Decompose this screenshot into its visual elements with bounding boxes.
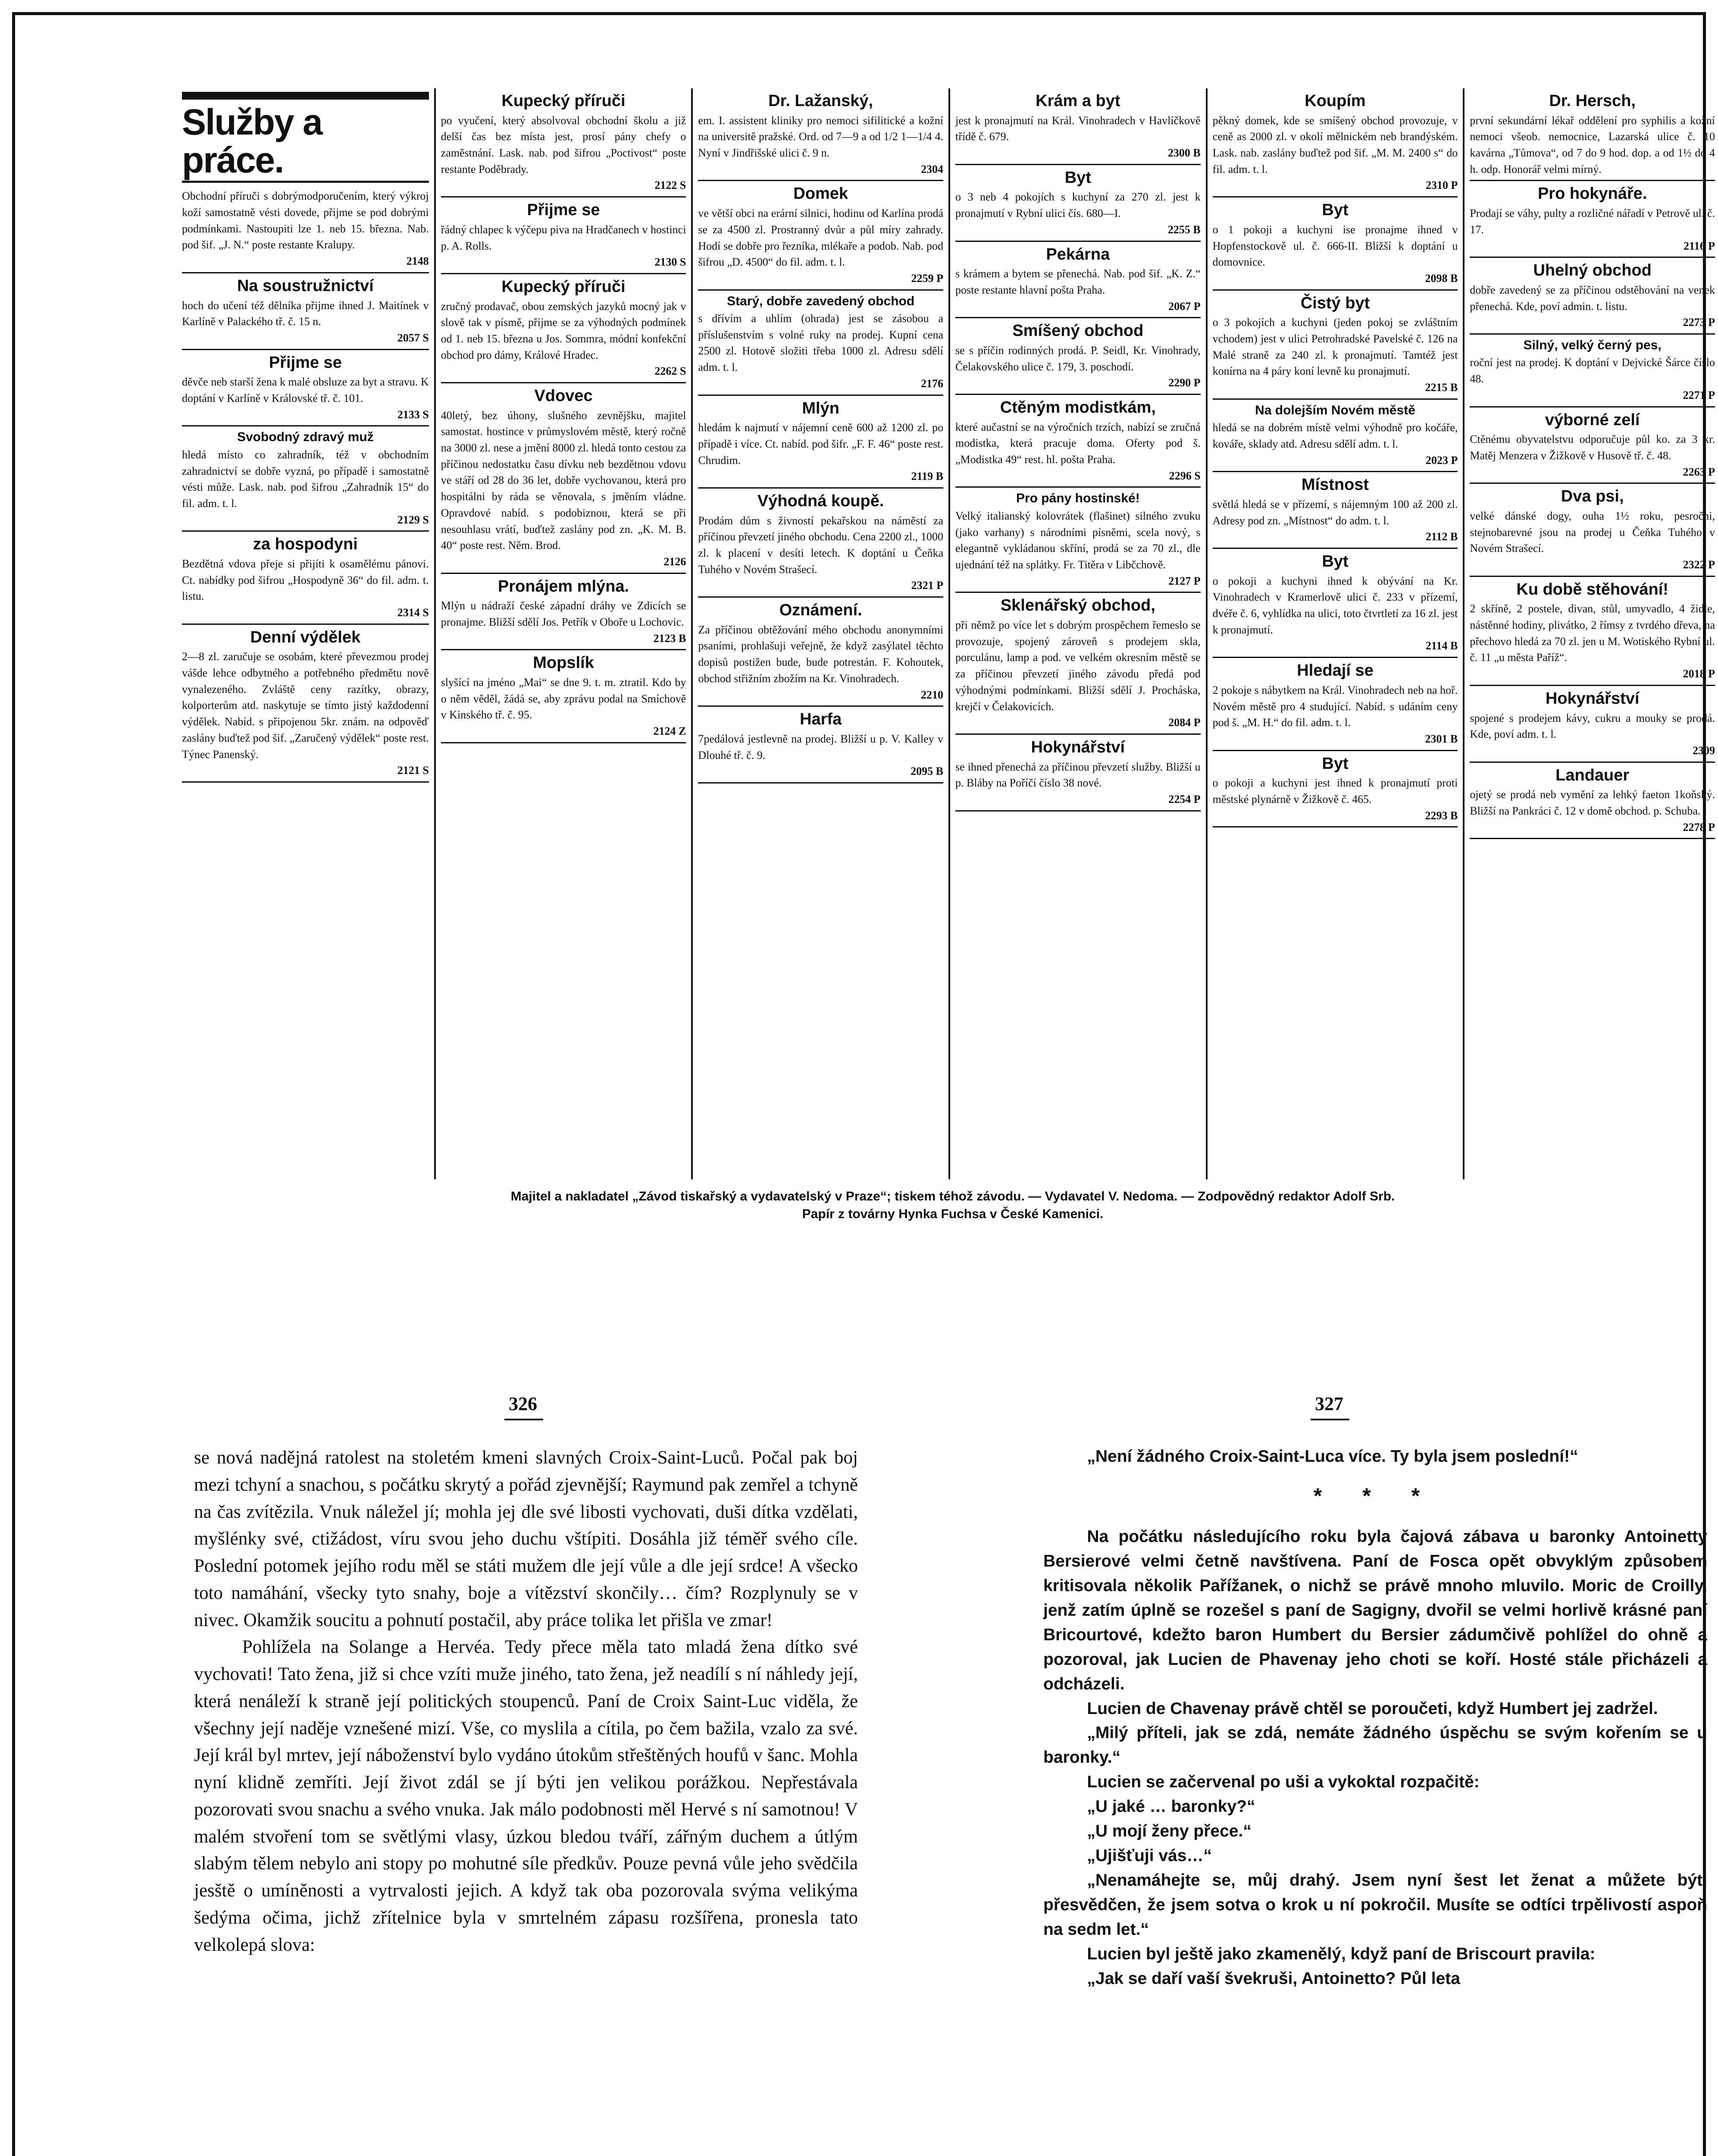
ad-title: Přijme se (269, 353, 342, 372)
ad-item (1213, 88, 1458, 197)
ad-code: 2123 B (653, 632, 686, 645)
ad-code: 2255 B (1167, 223, 1201, 236)
ad-title: Kupecký příruči (501, 92, 626, 110)
ad-body: o pokoji a kuchyni ihned k obývání na Kr. Vinohradech v Kramerlově ulici č. 233 v přízemí, dvéře č. 6, vyhlídka na ulici, toto čtvrtletí za 16 zl. jest k pronajmutí. (1212, 574, 1458, 636)
ad-code: 2304 (921, 163, 943, 175)
ad-code: 2296 S (1169, 469, 1201, 482)
ad-title: Na dolejším Novém městě (1255, 403, 1415, 417)
ad-item (441, 88, 686, 197)
ad-code: 2116 P (1684, 239, 1715, 252)
ad-item (698, 88, 943, 181)
ad-code: 2314 S (397, 606, 429, 619)
ad-code: 2309 (1693, 744, 1715, 757)
ad-title: Domek (793, 185, 848, 203)
ad-code: 2084 P (1168, 716, 1201, 729)
ad-title: Dva psi, (1561, 487, 1624, 506)
ad-code: 2259 P (911, 272, 943, 285)
paragraph: „U jaké … baronky?“ (1087, 1797, 1255, 1816)
ad-item (1213, 549, 1458, 658)
ads-column-6 (1463, 88, 1718, 1179)
paragraph: „Jak se daří vaší švekruši, Antoinetto? Půl leta (1087, 1969, 1460, 1988)
ads-column-3 (691, 88, 948, 1179)
ad-item (441, 197, 686, 274)
ad-title: Smíšený obchod (1012, 322, 1144, 340)
ad-code: 2215 B (1425, 381, 1458, 394)
ad-body: první sekundární lékař oddělení pro syphilis a kožní nemoci všeob. nemocnice, Lazarská ulice č. 10 kavárna „Tůmova“, od 7 do 9 hod. dop. a od 1½ do 4 h. odp. Honorář velmi mírný. (1470, 114, 1715, 175)
ad-item (955, 735, 1201, 812)
ad-code: 2114 B (1425, 639, 1458, 652)
ad-item (698, 396, 943, 489)
ad-body: Mlýn u nádraží české západní dráhy ve Zdicích se pronajme. Bližší sdělí Jos. Petřík v Oboře u Lochovic. (441, 599, 686, 628)
ad-title: Čistý byt (1300, 294, 1370, 312)
ad-item (698, 291, 943, 396)
ad-body: hledá se na dobrém místě velmi výhodně pro kočáře, kováře, sklady atd. Adresu sdělí adm. t. l. (1212, 421, 1458, 450)
ad-body: zručný prodavač, obou zemských jazyků mocný jak v slově tak v písmě, přijme se za výhodných podmínek od 1. neb 15. března u Jos. Sommra, módní konfekční obchod pro dámy, Králové Hradec. (441, 300, 686, 361)
ad-item (1213, 400, 1458, 473)
ad-body: Bezdětná vdova přeje si přijíti k osamělému pánovi. Ct. nabídky pod šifrou „Hospodyně 36“ do fil. adm. t. listu. (182, 557, 429, 603)
ad-code: 2124 Z (653, 725, 686, 738)
ads-list (1470, 88, 1715, 839)
paragraph: „Nenamáhejte se, můj drahý. Jsem nyní šest let ženat a můžete býti přesvědčen, že jsem sotva o krok u ní pokročil. Musíte se odtíci trpělivostí aspoň na sedm let.“ (1043, 1871, 1707, 1939)
ad-body: Ctěnému obyvatelstvu odporučuje půl ko. za 3 kr. Matěj Menzera v Žižkově v Husově tř. č. 48. (1470, 433, 1715, 462)
ad-code: 2057 S (397, 331, 429, 344)
ad-item (182, 350, 429, 427)
ad-code: 2254 P (1168, 793, 1201, 805)
ad-code: 2321 P (911, 579, 943, 592)
page-number-left: 326 (509, 1393, 537, 1414)
ad-item (1470, 88, 1715, 181)
ad-title: Byt (1322, 552, 1349, 570)
ad-title: Svobodný zdravý muž (237, 430, 374, 445)
ad-item (955, 395, 1201, 488)
ad-item (955, 593, 1201, 735)
ad-body: o 3 neb 4 pokojích s kuchyní za 270 zl. jest k pronajmutí v Rybní ulici čís. 680—I. (955, 191, 1201, 220)
ad-title: Ctěným modistkám, (1000, 398, 1156, 417)
ad-title: Hokynářství (1545, 689, 1640, 708)
imprint (185, 1188, 1718, 1223)
ad-body: se s příčin rodinných prodá. P. Seidl, Kr. Vinohrady, Čelakovského ulice č. 179, 3. poschodí. (955, 344, 1201, 373)
ad-item (1213, 197, 1458, 290)
paragraph: se nová nadějná ratolest na stoletém kmeni slavných Croix-Saint-Luců. Počal pak boj mezi tchyní a snachou, s počátku skrytý a pořád zjevnější; Raymund pak zemřel a tchyně na čas zvítězila. Vnuk náležel jí; mohla jej dle své libosti vychovati, duši dítka vzdělati, myšlénky své, ctižádost, víru svou jeho duchu vštípiti. Dosáhla již téměř svého cíle. Poslední potomek jejího rodu měl se státi mužem dle její vůle a dle její srdce! A všecko toto namáhání, všecky tyto snahy, boje a vítězství skončily… čím? Rozplynuly se v nivec. Okamžik soucitu a pohnutí postačil, aby práce tolika let přišla ve zmar! (194, 1448, 858, 1630)
ad-code: 2119 B (911, 470, 943, 483)
ad-body: 2—8 zl. zaručuje se osobám, které převezmou prodej vášde lehce odbytného a potřebného předmětu nově vynalezeného. Zvláště ceny razítky, obrazy, kolporterům atd. naskytuje se tímto jistý každodenní výdělek. Nabíd. s připojenou 5kr. znám. na odpověď zaslány buďtež pod šif. „Zaručený výdělek“ poste rest. Týnec Panenský. (182, 650, 429, 761)
ad-item (955, 88, 1201, 165)
imprint-line-1: Majitel a nakladatel „Závod tiskařský a vydavatelský v Praze“; tiskem téhož závodu. — Vydavatel V. Nedoma. — Zodpovědný redaktor Adolf Srb. (510, 1189, 1395, 1203)
ad-body: 2 skříně, 2 postele, divan, stůl, umyvadlo, 4 židle, nástěnné hodiny, plivátko, 2 římsy z tvrdého dřeva, na přechovo hledá za 70 zl. jen u M. Wotiského Rybní ul. č. 11 „u města Paříž“. (1470, 602, 1715, 664)
ad-body: hoch do učení též dělníka přijme ihned J. Maitínek v Karlíně v Palackého tř. č. 15 n. (182, 299, 429, 328)
ad-code: 2018 P (1683, 667, 1715, 680)
paragraph: Lucien de Chavenay právě chtěl se poroučeti, když Humbert jej zadržel. (1087, 1699, 1658, 1718)
imprint-line-2: Papír z továrny Hynka Fuchsa v České Kamenici. (802, 1206, 1104, 1221)
paragraph: Lucien se začervenal po uši a vykoktal rozpačitě: (1087, 1773, 1480, 1792)
section-title: Služby a práce. (182, 102, 322, 181)
ad-body: řádný chlapec k výčepu piva na Hradčanech v hostinci p. A. Rolls. (441, 223, 686, 252)
ad-code: 2176 (921, 377, 943, 390)
ad-body: 2 pokoje s nábytkem na Král. Vinohradech neb na hoř. Novém městě pro 4 studující. Nabíd. s udáním ceny pod š. „M. H.“ do fil. adm. t. l. (1212, 683, 1458, 729)
ad-code: 2148 (406, 255, 429, 268)
ad-title: Hledají se (1297, 661, 1374, 680)
ad-code: 2023 P (1425, 454, 1458, 467)
ad-title: Pro hokynáře. (1537, 185, 1647, 203)
ad-item (182, 532, 429, 624)
ad-item (1213, 291, 1458, 400)
ad-item (955, 318, 1201, 395)
ad-item (1213, 658, 1458, 751)
ad-body: velké dánské dogy, ouha 1½ roku, pesročni, stejnobarevné jsou na prodej u Čeňka Tuhého v Novém Strašecí. (1470, 509, 1715, 555)
ad-body: Velký italianský kolovrátek (flašinet) silného zvuku (jako varhany) s národními písněmi, scela nový, s elegantně vykládanou skříní, prodá se za 70 zl., dle ujednání též na splátky. Fr. Titěra v Libčchově. (955, 509, 1201, 571)
ad-title: Byt (1064, 168, 1091, 187)
ad-body: se ihned přenechá za příčinou převzetí služby. Bližší u p. Bláby na Poříčí číslo 38 nové. (955, 760, 1201, 790)
ad-code: 2129 S (397, 513, 429, 526)
ad-body: s krámem a bytem se přenechá. Nab. pod šif. „K. Z.“ poste restante hlavní pošta Praha. (955, 267, 1201, 296)
ad-item (1470, 258, 1715, 335)
paragraph: „Ujišťuji vás…“ (1087, 1846, 1212, 1865)
ad-item (1213, 472, 1458, 549)
ad-item (1470, 335, 1715, 407)
ad-item (698, 181, 943, 290)
ads-column-2 (434, 88, 692, 1179)
ad-body: děvče neb starší žena k malé obsluze za byt a stravu. K doptání v Karlíně v Královské tř. č. 101. (182, 376, 429, 404)
ad-code: 2301 B (1425, 732, 1458, 745)
ad-body: em. I. assistent kliniky pro nemoci sifilitické a kožní na universitě pražské. Ord. od 7—9 a od 1/2 1—1/4 4. Nyní v Jindřišské ulici č. 9 n. (698, 114, 943, 160)
ad-code: 2127 P (1168, 574, 1201, 587)
ad-code: 2067 P (1168, 300, 1201, 313)
ad-body: o 1 pokoji a kuchyni ise pronajme ihned v Hopfenstockově ul. č. 666-II. Bližší k doptání u domovnice. (1212, 223, 1458, 269)
ad-title: Pekárna (1046, 245, 1110, 263)
paragraph: „U mojí ženy přece.“ (1087, 1822, 1252, 1841)
ad-body: ojetý se prodá neb vymění za lehký faeton 1koňský. Bližší na Pankráci č. 12 v domě obchod. p. Schuba. (1470, 788, 1715, 817)
ad-body: hledám k najmutí v nájemní ceně 600 až 1200 zl. po případě i více. Ct. nabíd. pod šifr. „F. F. 46“ poste rest. Chrudim. (698, 421, 943, 467)
ad-title: Byt (1322, 754, 1349, 773)
paragraph: Lucien byl ještě jako zkamenělý, když paní de Briscourt pravila: (1087, 1944, 1596, 1963)
ad-code: 2126 (663, 555, 686, 568)
ad-body: o 3 pokojích a kuchyni (jeden pokoj se zvláštním vchodem) jest v ulici Petrohradské Pavelské č. 126 na Malé straně za 240 zl. k pronajmutí. Tamtéž jest konírna na 4 páry koní levně ku pronajmutí. (1212, 316, 1458, 378)
ad-code: 2095 B (911, 765, 943, 778)
ad-title: Na soustružnictví (237, 276, 374, 295)
ad-item (698, 707, 943, 783)
ad-code: 2112 B (1425, 530, 1458, 543)
ad-body: ve větší obci na erární silnici, hodinu od Karlína prodá se za 4500 zl. Prostranný dvůr a půl míry zahrady. Hodí se dobře pro řezníka, mlékaře a podob. Nab. pod šifrou „D. 4500“ do fil. adm. t. l. (698, 207, 943, 269)
ad-body: Obchodní příruči s dobrýmodporučením, který výkroj koží samostatně vésti dovede, přijme se pod dobrými podmínkami. Nastoupiti lze 1. neb 15. března. Nab. pod šif. „J. N.“ poste restante Kralupy. (182, 190, 429, 251)
ad-body: 7pedálová jestlevně na prodej. Bližší u p. V. Kalley v Dlouhé tř. č. 9. (698, 732, 943, 761)
ad-body: hledá místo co zahradník, též v obchodním zahradnictví se dobře vyzná, po případě i samostatně vésti může. Lask. nab. pod šifrou „Zahradník 15“ do fil. adm. t. l. (182, 448, 429, 510)
ad-item (1470, 577, 1715, 686)
ad-title: Sklenářský obchod, (1000, 596, 1155, 615)
ad-code: 2262 S (654, 365, 686, 378)
ad-item (182, 426, 429, 532)
ad-title: Výhodná koupě. (757, 492, 884, 510)
ads-list (698, 88, 943, 783)
ads-column-5 (1206, 88, 1463, 1179)
ad-title: Landauer (1555, 766, 1630, 784)
ad-code: 2130 S (654, 256, 686, 269)
ad-title: Oznámení. (779, 601, 862, 620)
ad-code: 2121 S (397, 764, 429, 777)
ad-item (182, 625, 429, 783)
ad-item (1470, 686, 1715, 763)
ad-title: Dr. Lažanský, (768, 92, 873, 110)
ad-item (955, 488, 1201, 593)
section-break: * * * (1313, 1483, 1437, 1508)
ad-body: světlá hledá se v přízemí, s nájemným 100 až 200 zl. Adresy pod zn. „Místnost“ do adm. t. l. (1212, 498, 1458, 527)
ad-title: Krám a byt (1036, 92, 1120, 110)
ad-body: o pokoji a kuchyni jest ihned k pronajmutí proti městské plynárně v Žižkově č. 465. (1212, 777, 1458, 805)
ad-code: 2293 B (1425, 809, 1458, 822)
ads-list (1213, 88, 1458, 827)
ad-body: Prodají se váhy, pulty a rozličné nářadí v Petrově ul. č. 17. (1470, 207, 1715, 236)
ad-title: Uhelný obchod (1533, 261, 1652, 280)
novel-page-right (1043, 1445, 1707, 1991)
ad-title: Místnost (1301, 476, 1369, 494)
ad-title: Mopslík (533, 654, 594, 672)
ad-item (441, 383, 686, 574)
ad-code: 2290 P (1168, 376, 1201, 389)
ad-title: Přijme se (527, 201, 600, 219)
ad-title: Mlýn (802, 399, 839, 417)
page-number-rule (1311, 1419, 1349, 1420)
ad-code: 2271 P (1683, 389, 1715, 401)
ad-title: Pro pány hostinské! (1016, 491, 1140, 506)
ad-body: při němž po více let s dobrým prospěchem řemeslo se provozuje, spojený zároveň s prodejem skla, porculánu, lamp a pod. ve velkém okresním městě se za příčinou převzetí jiného závodu předá pod výhodnými podmínkami. Bližší sdělí J. Procháska, krejčí v Čelakovicích. (955, 619, 1201, 713)
ad-item (1470, 407, 1715, 484)
ad-item (182, 273, 429, 350)
ad-item (698, 598, 943, 707)
ad-title: Ku době stěhování! (1516, 580, 1668, 599)
ad-title: Silný, velký černý pes, (1523, 338, 1662, 352)
ad-item (441, 650, 686, 743)
ads-list (441, 88, 686, 743)
paragraph: „Milý příteli, jak se zdá, nemáte žádného úspěchu se svým kořením se u baronky.“ (1043, 1724, 1707, 1767)
ad-title: Hokynářství (1031, 738, 1125, 756)
ad-item (955, 165, 1201, 242)
ad-item (1213, 751, 1458, 828)
ads-column-4 (948, 88, 1206, 1179)
paragraph: Na počátku následujícího roku byla čajová zábava u baronky Antoinetty Bersierové velmi četně navštívena. Paní de Fosca opět obvyklým způsobem kritisovala několik Pařížanek, o nichž se právě mnoho mluvilo. Moric de Croilly, jenž zatím úplně se rozešel s paní de Sagigny, dvořil se velmi horlivě krásné paní Bricourtové, kdežto baron Humbert du Bersier zádumčivě pohlížel do ohně a pozoroval, jak Lucien de Phavenay jeho choti se koří. Hosté stále přicházeli a odcházeli. (1043, 1527, 1707, 1693)
ad-code: 2273 P (1683, 316, 1715, 329)
ad-body: s dřívím a uhlím (ohrada) jest se zásobou a příslušenstvím s volné ruky na prodej. Kupní cena 2500 zl. Hotově složiti třeba 1000 zl. Adresu sdělí adm. t. l. (698, 312, 943, 374)
ad-title: Dr. Hersch, (1549, 92, 1636, 110)
ad-body: Prodám dům s živností pekařskou na náměstí za příčinou převzetí jiného obchodu. Cena 2200 zl., 1000 zl. k placení v desíti letech. K doptání u Čeňka Tuhého v Novém Strašecí. (698, 514, 943, 576)
paragraph: Pohlížela na Solange a Hervéa. Tedy přece měla tato mladá žena dítko své vychovati! Tato žena, již si chce vzíti muže jiného, tato žena, jež neadílí s ní náhledy její, která nenáleží k straně její politických stoupenců. Paní de Croix Saint-Luc viděla, že všechny její naděje vznešené mizí. Vše, co myslila a cítila, po čem bažila, vzalo za své. Její král byl mrtev, její náboženství bylo vydáno útokům střeštěných houfů v šanc. Mohla nyní klidně zemříti. Její život zdál se jí býti jen velikou porážkou. Nepřestávala pozorovati svou snachu a svého vnuka. Jak málo podobnosti měl Hervé s ní samotnou! V malém stvoření tom se světlými vlasy, úzkou bledou tváří, zářným duchem a útlým slabým tělem nebylo ani stopy po mohutné síle předkův. Pouze pevná vůle jeho svědčila jesště o umíněnosti a vytrvalosti jejich. A když tak oba pozorovala svýma velikýma šedýma očima, jichž zřítelnice byla v smrtelném zápasu rozšířena, pronesla tato velkolepá slova: (194, 1637, 858, 1955)
ad-title: Vdovec (534, 387, 593, 405)
ad-title: Starý, dobře zavedený obchod (727, 294, 915, 308)
ad-body: jest k pronajmutí na Král. Vinohradech v Havlíčkově třídě č. 679. (955, 114, 1201, 143)
right-paragraphs (1043, 1525, 1707, 1991)
ad-code: 2300 B (1167, 147, 1201, 160)
section-banner (182, 88, 429, 183)
ad-body: Za příčinou obtěžování mého obchodu anonymními psaními, prohlašuji veřejně, že když zasýlatel těchto dopisů postižen bude, bude potrestán. F. Kohoutek, obchod střižním zbožím na Kr. Vinohradech. (698, 623, 943, 685)
ad-title: Pronájem mlýna. (498, 577, 629, 595)
ad-item (1470, 763, 1715, 840)
novel-page-left (194, 1445, 858, 1959)
ad-body: pěkný domek, kde se smíšený obchod provozuje, v ceně as 2000 zl. v okolí mělnickém neb brandýském. Lask. nab. zaslány buďtež pod šif. „M. M. 2400 s“ do fil. adm. t. l. (1212, 114, 1458, 175)
ad-body: po vyučení, který absolvoval obchodní školu a již delší čas bez místa jest, prosí pány chefy o zaměstnání. Lask. nab. pod šifrou „Poctivost“ poste restante Poděbrady. (441, 114, 686, 175)
ad-body: slyšící na jméno „Mai“ se dne 9. t. m. ztratil. Kdo by o něm věděl, žádá se, aby zprávu podal na Smíchově v Kinského tř. č. 95. (441, 676, 686, 721)
ad-body: roční jest na prodej. K doptání v Dejvické Šárce číslo 48. (1470, 356, 1715, 385)
ads-column-1 (177, 88, 434, 1179)
page-number-rule (504, 1419, 543, 1420)
ad-title: Koupím (1305, 92, 1366, 110)
ads-list (955, 88, 1201, 812)
ad-title: Kupecký příruči (501, 277, 626, 296)
ad-code: 2210 (921, 688, 943, 701)
ad-code: 2133 S (397, 408, 429, 421)
quote: „Není žádného Croix-Saint-Luca více. Ty byla jsem poslední!“ (1087, 1447, 1578, 1466)
ad-code: 2263 P (1683, 465, 1715, 478)
ad-code: 2278 P (1683, 821, 1715, 834)
ad-item (698, 489, 943, 598)
ad-item (182, 185, 429, 273)
ad-code: 2122 S (654, 179, 686, 192)
ads-list (182, 185, 429, 783)
classified-ads (177, 88, 1718, 1179)
ad-body: které aučastní se na výročních trzích, nabízí se zručná modistka, která pracuje doma. Oferty pod š. „Modistka 49“ rest. hl. pošta Praha. (955, 420, 1201, 466)
ad-title: za hospodyni (253, 535, 358, 554)
ad-body: dobře zavedený se za příčinou odstěhování na venek přenechá. Kde, poví admin. t. listu. (1470, 283, 1715, 313)
banner-rule (182, 92, 429, 100)
ad-body: spojené s prodejem kávy, cukru a mouky se prodá. Kde, poví adm. t. l. (1470, 711, 1715, 741)
ad-title: Denní výdělek (250, 628, 361, 646)
ad-item (955, 242, 1201, 319)
ad-code: 2322 P (1683, 558, 1715, 571)
ad-code: 2098 B (1425, 272, 1458, 285)
ad-item (441, 274, 686, 383)
ad-item (1470, 484, 1715, 577)
ad-item (1470, 181, 1715, 258)
ad-title: Harfa (800, 710, 842, 729)
page-number-right: 327 (1315, 1393, 1343, 1414)
ad-item (441, 574, 686, 651)
ad-code: 2310 P (1425, 179, 1458, 192)
ad-title: výborné zelí (1545, 411, 1640, 429)
ad-title: Byt (1322, 201, 1349, 219)
ad-body: 40letý, bez úhony, slušného zevnějšku, majitel samostat. hostince v průmyslovém městě, který ročně na 3000 zl. nese a jmění 8000 zl. hledá tonto cestou za příčinou nedostatku času dívku neb bezdětnou vdovu ve stáří od 28 do 36 let, dobře vychovanou, která pro hospitálni by ráda se věnovala, s jměním vládne. Opravdové nabíd. s podobiznou, která se při nesouhlasu vrátí, buďtež zaslány pod zn. „K. M. B. 40“ poste rest. Něm. Brod. (441, 409, 686, 552)
